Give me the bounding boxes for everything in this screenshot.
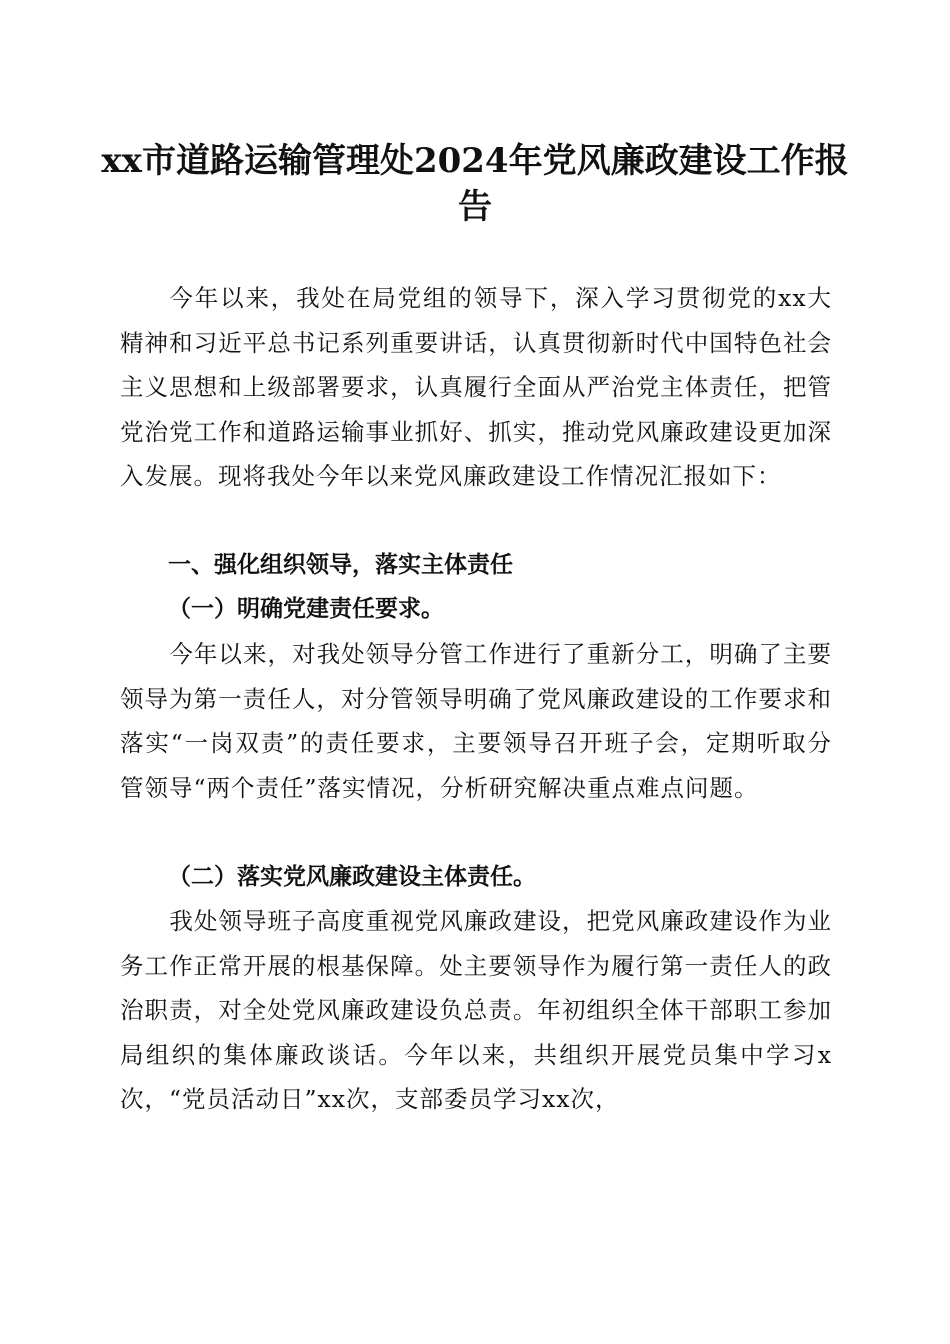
subsection1-heading: （一）明确党建责任要求。 (168, 595, 444, 622)
subsection1-paragraph: 今年以来，对我处领导分管工作进行了重新分工，明确了主要领导为第一责任人，对分管领导明确了党风廉政建设的工作要求和落实“一岗双责”的责任要求，主要领导召开班子会，定期听取分管领导“两个责任”落实情况，分析研究解决重点难点问题。 (120, 640, 832, 802)
intro-paragraph: 今年以来，我处在局党组的领导下，深入学习贯彻党的xx大精神和习近平总书记系列重要讲话，认真贯彻新时代中国特色社会主义思想和上级部署要求，认真履行全面从严治党主体责任，把管党治党工作和道路运输事业抓好、抓实，推动党风廉政建设更加深入发展。现将我处今年以来党风廉政建设工作情况汇报如下： (120, 284, 832, 491)
subsection2-heading: （二）落实党风廉政建设主体责任。 (168, 863, 536, 890)
subsection2-paragraph: 我处领导班子高度重视党风廉政建设，把党风廉政建设作为业务工作正常开展的根基保障。处主要领导作为履行第一责任人的政治职责，对全处党风廉政建设负总责。年初组织全体干部职工参加局组织的集体廉政谈话。今年以来，共组织开展党员集中学习x次，“党员活动日”xx次，支部委员学习xx次， (120, 907, 832, 1114)
document-title: xx市道路运输管理处2024年党风廉政建设工作报告 (101, 141, 849, 227)
section1-heading: 一、强化组织领导，落实主体责任 (168, 552, 513, 578)
